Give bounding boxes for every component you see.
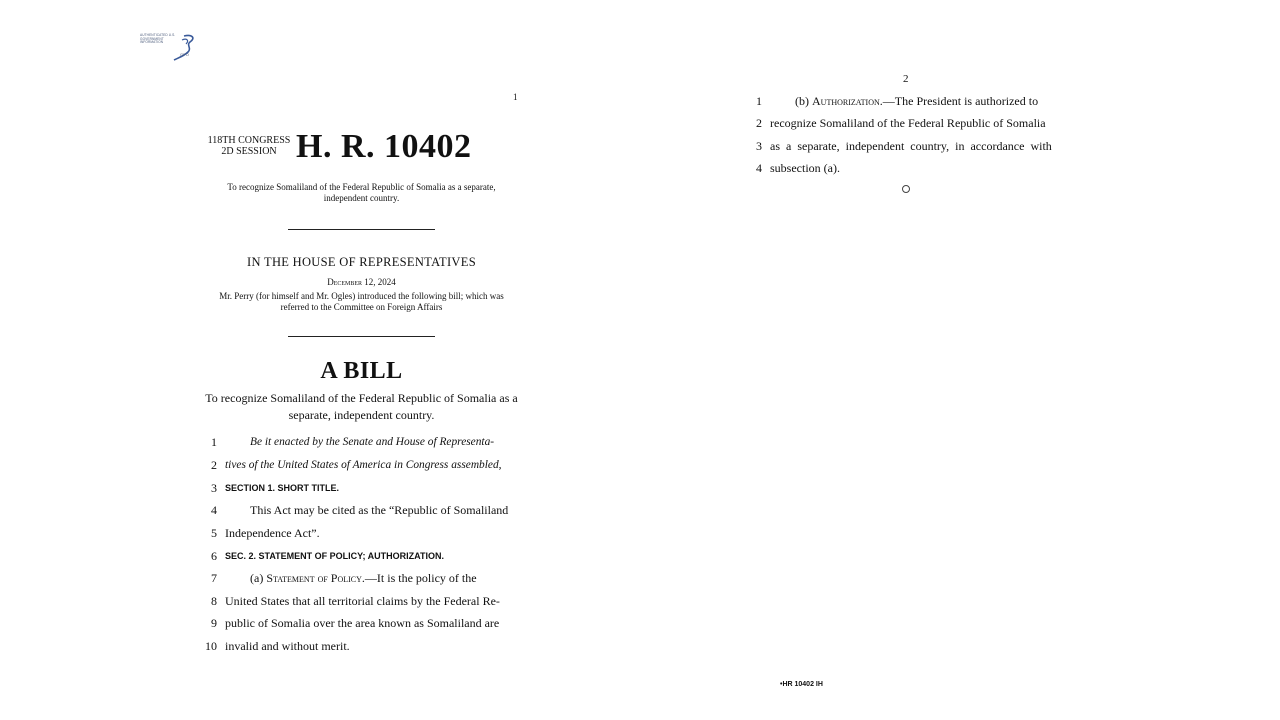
bill-line xyxy=(750,159,1063,177)
subsection-heading: Statement of Policy xyxy=(266,571,362,585)
line-number: 7 xyxy=(211,571,217,585)
section-heading xyxy=(205,479,518,497)
line-text: tives of the United States of America in Congress assembled, xyxy=(225,459,502,471)
line-text: Be it enacted by the Senate and House of Representa- xyxy=(250,436,495,448)
bill-line xyxy=(205,569,518,587)
bill-number: H. R. 10402 xyxy=(296,128,472,165)
line-text: United States that all territorial claims by the Federal Re- xyxy=(225,594,500,608)
line-number: 3 xyxy=(756,139,762,153)
line-text: SECTION 1. SHORT TITLE. xyxy=(225,483,340,493)
bill-line xyxy=(750,92,1063,110)
line-number: 2 xyxy=(756,116,762,130)
line-number: 5 xyxy=(211,526,217,540)
page-number: 1 xyxy=(513,92,518,102)
chamber-heading: IN THE HOUSE OF REPRESENTATIVES xyxy=(247,255,476,269)
end-of-bill-mark xyxy=(902,185,910,193)
bill-line xyxy=(205,614,518,632)
line-text: invalid and without merit. xyxy=(225,639,350,653)
line-text xyxy=(250,569,477,587)
line-number: 2 xyxy=(211,458,217,472)
subsection-heading: Authorization xyxy=(812,94,880,108)
subsection-marker: (b) xyxy=(795,94,812,108)
congress-session xyxy=(205,135,293,157)
line-number: 1 xyxy=(756,94,762,108)
line-number: 4 xyxy=(211,503,217,517)
line-text: as a separate, independent country, in accordance with xyxy=(770,139,1052,153)
congress-label: 118TH CONGRESS xyxy=(207,135,291,146)
bill-line xyxy=(750,114,1063,132)
line-number: 8 xyxy=(211,594,217,608)
introduction-date: December 12, 2024 xyxy=(327,277,396,287)
bill-purpose: To recognize Somaliland of the Federal Republic of Somalia as a separate, independent country. xyxy=(205,391,518,422)
bill-purpose-summary: To recognize Somaliland of the Federal Republic of Somalia as a separate, independent country. xyxy=(227,182,496,203)
line-number: 6 xyxy=(211,549,217,563)
line-number: 3 xyxy=(211,481,217,495)
section-heading xyxy=(205,547,518,565)
divider xyxy=(288,229,435,230)
line-text: subsection (a). xyxy=(770,161,840,175)
line-text: recognize Somaliland of the Federal Republic of Somalia xyxy=(770,116,1046,130)
gpo-mark: GPO xyxy=(180,52,189,57)
line-text: This Act may be cited as the “Republic of Somaliland xyxy=(250,503,509,517)
bill-line xyxy=(750,137,1063,155)
line-number: 4 xyxy=(756,161,762,175)
line-text: SEC. 2. STATEMENT OF POLICY; AUTHORIZATION. xyxy=(225,551,444,561)
bill-title: A BILL xyxy=(320,358,403,384)
bill-line xyxy=(205,637,518,655)
bill-line xyxy=(205,524,518,542)
line-text: Independence Act”. xyxy=(225,526,320,540)
line-number: 10 xyxy=(205,639,217,653)
line-text: public of Somalia over the area known as Somaliland are xyxy=(225,616,500,630)
eagle-icon xyxy=(140,32,198,62)
bill-line xyxy=(205,501,518,519)
session-label: 2D SESSION xyxy=(221,146,277,157)
footer-bill-id: •HR 10402 IH xyxy=(780,681,823,688)
subsection-marker: (a) xyxy=(250,571,267,585)
divider xyxy=(288,336,435,337)
page-number: 2 xyxy=(903,73,909,85)
line-number: 1 xyxy=(211,435,217,449)
sponsor-statement: Mr. Perry (for himself and Mr. Ogles) introduced the following bill; which was referred to the Committee on Foreign Affairs xyxy=(219,291,504,312)
bill-line xyxy=(205,592,518,610)
bill-line xyxy=(205,456,518,474)
line-text-rest: .—It is the policy of the xyxy=(361,571,477,585)
line-text-rest: .—The President is authorized to xyxy=(879,94,1039,108)
logo-text: AUTHENTICATED U.S. GOVERNMENT INFORMATION xyxy=(140,33,176,45)
line-text xyxy=(795,92,1038,110)
bill-line xyxy=(205,433,518,451)
line-number: 9 xyxy=(211,616,217,630)
gpo-authenticated-logo xyxy=(140,32,198,62)
